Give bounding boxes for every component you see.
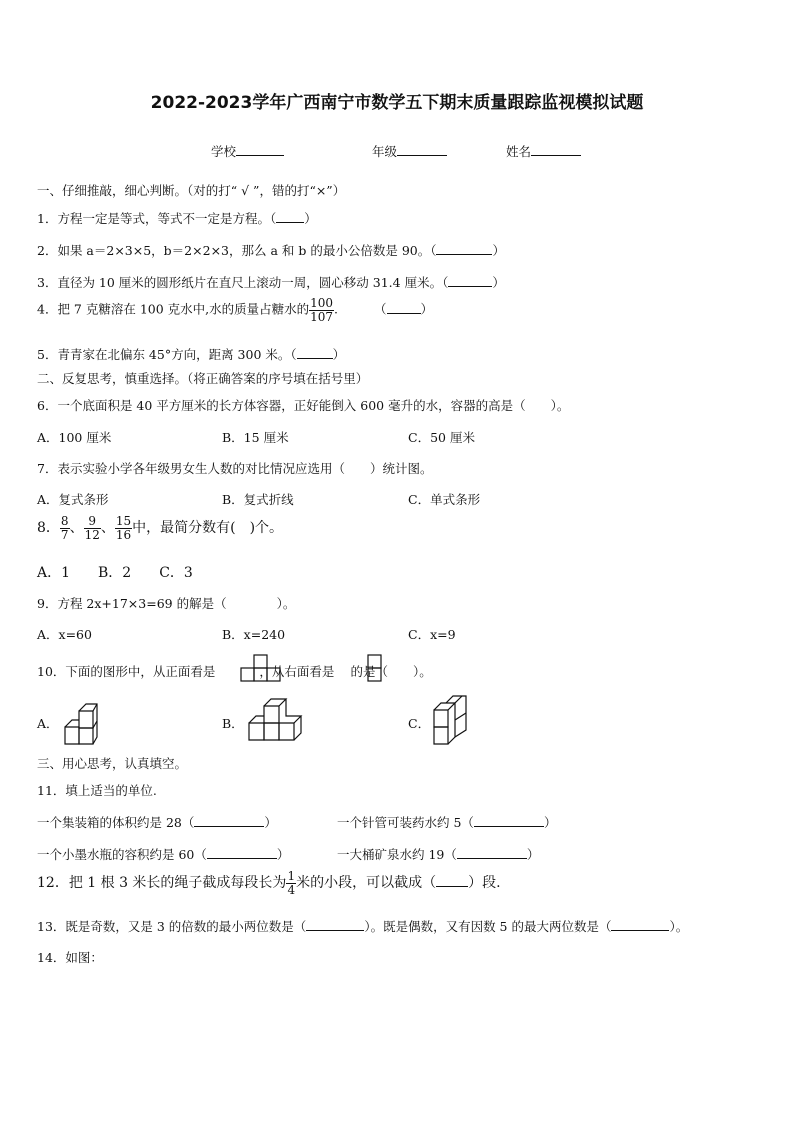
cube-stack-a — [63, 694, 99, 746]
q11-item-2: 一个针管可装药水约 5（ ） — [337, 812, 556, 831]
question-7: 7．表示实验小学各年级男女生人数的对比情况应选用（ ）统计图。 — [37, 461, 433, 476]
answer-blank[interactable] — [457, 844, 527, 859]
school-field: 学校 — [211, 141, 284, 160]
section-heading-1: 一、仔细推敲，细心判断。（对的打“ √ ”，错的打“×”） — [37, 183, 346, 198]
school-blank[interactable] — [236, 141, 284, 156]
question-11: 11．填上适当的单位. — [37, 783, 157, 798]
page-title: 2022-2023学年广西南宁市数学五下期末质量跟踪监视模拟试题 — [150, 93, 644, 113]
question-9: 9．方程 2x+17×3=69 的解是（ ）。 — [37, 596, 296, 611]
option-b[interactable]: B． — [222, 716, 244, 731]
question-12: 12．把 1 根 3 米长的绳子截成每段长为 $\frac{1}{4}$ 米的小段，可以截成（ ）段. — [37, 869, 501, 897]
answer-blank[interactable] — [448, 272, 492, 287]
answer-blank[interactable] — [306, 916, 364, 931]
answer-blank[interactable] — [611, 916, 669, 931]
grade-blank[interactable] — [397, 141, 447, 156]
question-2: 2．如果 a＝2×3×5，b＝2×2×3，那么 a 和 b 的最小公倍数是 90。（ ） — [37, 240, 505, 259]
answer-blank[interactable] — [436, 872, 468, 887]
grade-field: 年级 — [372, 141, 447, 160]
fraction: $\frac{9}{12}$ — [84, 514, 100, 542]
option-c[interactable]: C．x=9 — [408, 627, 456, 642]
option-b[interactable]: B．复式折线 — [222, 492, 294, 507]
right-view-figure — [367, 654, 383, 684]
name-field: 姓名 — [506, 141, 581, 160]
cube-stack-b — [247, 696, 307, 742]
option-c[interactable]: C．50 厘米 — [408, 430, 475, 445]
option-b[interactable]: B．x=240 — [222, 627, 286, 642]
answer-blank[interactable] — [436, 240, 492, 255]
cube-stack-c — [432, 692, 472, 746]
question-10: 10．下面的图形中，从正面看是 ，从右面看是 的是（ ）。 — [37, 664, 432, 679]
question-1: 1．方程一定是等式，等式不一定是方程。（ ） — [37, 208, 317, 227]
option-c[interactable]: C．单式条形 — [408, 492, 481, 507]
option-c[interactable]: C． — [408, 716, 431, 731]
answer-blank[interactable] — [194, 812, 264, 827]
question-6: 6．一个底面积是 40 平方厘米的长方体容器，正好能倒入 600 毫升的水，容器的高是（ ）。 — [37, 398, 570, 413]
option-a[interactable]: A．100 厘米 — [37, 430, 112, 445]
question-8: 8． $\frac{8}{7}$ 、 $\frac{9}{12}$ 、 $\frac{15}{16}$ 中，最简分数有( )个。 — [37, 514, 284, 542]
q11-item-1: 一个集装箱的体积约是 28（ ） — [37, 812, 277, 831]
answer-blank[interactable] — [207, 844, 277, 859]
fraction: $\frac{8}{7}$ — [60, 514, 69, 542]
answer-blank[interactable] — [474, 812, 544, 827]
question-13: 13．既是奇数，又是 3 的倍数的最小两位数是（ ）。既是偶数，又有因数 5 的最大两位数是（ ）。 — [37, 916, 688, 935]
front-view-figure — [240, 654, 284, 682]
option-a[interactable]: A．x=60 — [37, 627, 92, 642]
section-heading-2: 二、反复思考，慎重选择。（将正确答案的序号填在括号里） — [37, 371, 369, 386]
options-q8[interactable]: A．1 B．2 C．3 — [37, 565, 193, 581]
q11-item-4: 一大桶矿泉水约 19（ ） — [337, 844, 539, 863]
answer-blank[interactable] — [387, 299, 421, 314]
name-blank[interactable] — [531, 141, 581, 156]
q11-item-3: 一个小墨水瓶的容积约是 60（ ） — [37, 844, 289, 863]
fraction: $\frac{100}{107}$ — [310, 296, 334, 324]
question-3: 3．直径为 10 厘米的圆形纸片在直尺上滚动一周，圆心移动 31.4 厘米。（ ） — [37, 272, 505, 291]
question-14: 14．如图： — [37, 950, 103, 965]
option-b[interactable]: B．15 厘米 — [222, 430, 289, 445]
option-a[interactable]: A．复式条形 — [37, 492, 109, 507]
answer-blank[interactable] — [276, 208, 304, 223]
section-heading-3: 三、用心思考，认真填空。 — [37, 756, 188, 771]
fraction: $\frac{15}{16}$ — [115, 514, 132, 542]
question-4: 4．把 7 克糖溶在 100 克水中,水的质量占糖水的 $\frac{100}{107}$ . （ ） — [37, 296, 434, 324]
answer-blank[interactable] — [297, 344, 333, 359]
fraction: $\frac{1}{4}$ — [287, 869, 296, 897]
question-5: 5．青青家在北偏东 45°方向，距离 300 米。（ ） — [37, 344, 345, 363]
option-a[interactable]: A． — [37, 716, 59, 731]
